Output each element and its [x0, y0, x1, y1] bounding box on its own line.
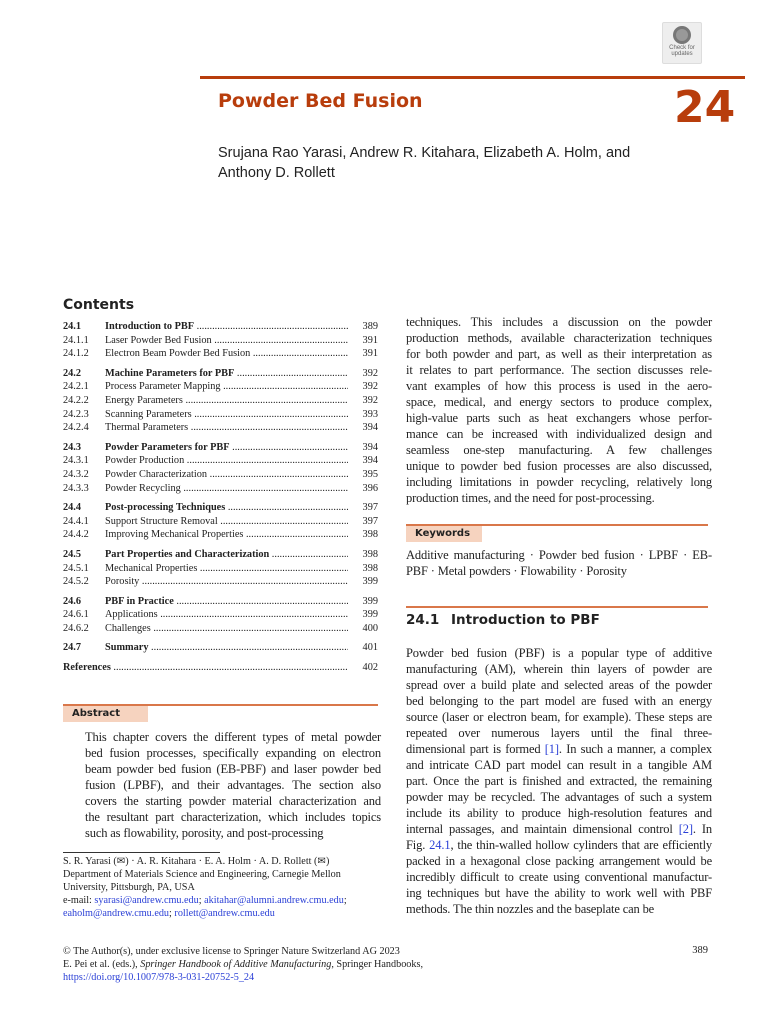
line-content — [406, 806, 712, 820]
toc-group — [63, 501, 378, 542]
toc-title-text: PBF in Practice — [105, 595, 174, 607]
email-link[interactable]: eaholm@andrew.cmu.edu — [63, 908, 170, 919]
toc-group — [63, 441, 378, 495]
toc-number: 24.7 — [63, 642, 82, 654]
toc-title-text: Applications — [105, 609, 158, 621]
toc-entry[interactable] — [63, 575, 378, 589]
toc-title — [105, 622, 348, 636]
toc-title-text: Powder Production — [105, 455, 185, 467]
toc-title-text: Introduction to PBF — [105, 321, 195, 332]
toc-entry[interactable] — [63, 441, 378, 455]
toc-group — [63, 367, 378, 435]
doi-link[interactable]: https://doi.org/10.1007/978-3-031-20752-5_24 — [63, 972, 255, 983]
toc-title-text: Thermal Parameters — [105, 422, 189, 434]
text-segment: Powder bed fusion (PBF) is a popular type of additive — [406, 646, 712, 660]
toc-title — [105, 367, 348, 381]
section-number: 24.1 — [406, 612, 440, 628]
toc-number: 24.3.2 — [63, 468, 89, 480]
toc-title — [105, 320, 348, 334]
text-segment: dimensional part is formed — [406, 742, 545, 756]
text-line: space, medical, and energy sectors to produce complex, — [406, 395, 712, 409]
toc-title-text: Mechanical Properties — [105, 562, 198, 574]
toc-page: 400 — [362, 622, 378, 634]
toc-title — [105, 641, 348, 655]
text-line — [406, 645, 712, 661]
text-line — [406, 709, 712, 725]
text-line: mance can be increased with individualized design and — [406, 427, 712, 441]
text-segment: powder may be recycled. The advantages of such a system — [406, 790, 712, 804]
toc-page: 393 — [362, 408, 378, 420]
toc-page: 394 — [362, 441, 378, 453]
text-segment: . In — [692, 822, 712, 836]
line-content — [406, 790, 712, 804]
chapter-number: 24 — [674, 82, 736, 133]
header-rule — [200, 76, 745, 79]
toc-entry[interactable] — [63, 334, 378, 348]
section-heading — [406, 612, 600, 628]
text-line: seamless one-step manufacturing. A few challenges — [406, 443, 712, 457]
text-segment: part. Once the part is finished and extracted, the remaining — [406, 774, 712, 788]
footnote-dept: Department of Materials Science and Engineering, Carnegie Mellon — [63, 869, 341, 880]
contents-heading: Contents — [63, 297, 135, 313]
text-line — [406, 773, 712, 789]
text-line: techniques. This includes a discussion on the powder — [406, 315, 712, 329]
text-line — [406, 805, 712, 821]
toc-entry[interactable] — [63, 320, 378, 334]
toc-title-text: Summary — [105, 642, 149, 654]
toc-entry[interactable] — [63, 562, 378, 576]
authors-line: Srujana Rao Yarasi, Andrew R. Kitahara, Elizabeth A. Holm, and — [218, 145, 631, 161]
authors — [218, 143, 630, 183]
text-line: vant examples of how this process is used in the aero- — [406, 379, 712, 393]
text-segment: and intricate CAD part model can result in a tangible AM — [406, 758, 712, 772]
toc-title-text: References — [63, 662, 111, 674]
text-segment: spread over a build plate and selected areas of the powder — [406, 678, 712, 692]
badge-text: Check for — [669, 45, 695, 51]
toc-entry[interactable] — [63, 421, 378, 435]
toc-page: 399 — [362, 576, 378, 588]
toc-entry[interactable] — [63, 595, 378, 609]
toc-title — [63, 661, 348, 675]
line-content — [406, 854, 712, 868]
toc-number: 24.1 — [63, 321, 82, 332]
text-line: for both powder and part, as well as their interpretation as — [406, 347, 712, 361]
toc-title — [105, 380, 348, 394]
toc-title — [105, 562, 348, 576]
text-line — [406, 677, 712, 693]
toc-title — [105, 454, 348, 468]
toc-title — [105, 421, 348, 435]
text-line: PBF · Metal powders · Flowability · Porosity — [406, 564, 627, 578]
text-segment: methods. The thin nozzles and the baseplate can be — [406, 902, 655, 916]
toc-page: 398 — [362, 529, 378, 541]
toc-title — [105, 515, 348, 529]
text-line — [406, 741, 712, 757]
toc-title — [105, 528, 348, 542]
text-segment: , the thin-walled hollow cylinders that are efficiently — [450, 838, 712, 852]
text-line — [406, 885, 712, 901]
toc-page: 395 — [362, 468, 378, 480]
page-number: 389 — [692, 945, 708, 956]
toc-number: 24.4.1 — [63, 515, 89, 527]
toc-number: 24.4.2 — [63, 529, 89, 541]
text-line — [406, 821, 712, 837]
toc-entry[interactable] — [63, 515, 378, 529]
page-footer — [63, 945, 483, 984]
text-segment: include its ability to produce high-resolution features and — [406, 806, 712, 820]
toc-page: 392 — [362, 394, 378, 406]
toc-page: 401 — [362, 642, 378, 654]
toc-title-text: Support Structure Removal — [105, 515, 218, 527]
text-line: including limitations in powder recycling, relatively long — [406, 475, 712, 489]
toc-page: 399 — [362, 609, 378, 621]
authors-line: Anthony D. Rollett — [218, 165, 335, 181]
toc-entry[interactable] — [63, 501, 378, 515]
toc-title-text: Part Properties and Characterization — [105, 548, 270, 560]
line-content — [406, 902, 654, 916]
toc-title — [105, 548, 348, 562]
toc-page: 397 — [362, 502, 378, 514]
text-line: unique to powder bed fusion processes are also discussed, — [406, 459, 712, 473]
toc-entry[interactable] — [63, 608, 378, 622]
text-line — [406, 725, 712, 741]
toc-number: 24.6 — [63, 595, 82, 607]
toc-page: 398 — [362, 562, 378, 574]
text-line: beam powder bed fusion (EB-PBF) and laser powder bed — [85, 762, 381, 776]
toc-number: 24.3.3 — [63, 482, 89, 494]
text-line: it relates to part performance. The section discusses rele- — [406, 363, 712, 377]
text-segment: manufacturing (AM), wherein thin layers of powder are — [406, 662, 712, 676]
toc-page: 397 — [362, 515, 378, 527]
text-line: production times, and the need for post-processing. — [406, 491, 655, 505]
text-line: fusion (LPBF), and their advantages. The section also — [85, 778, 381, 792]
text-segment: packed in a hexagonal close packing arrangement would be — [406, 854, 712, 868]
keywords-label: Keywords — [406, 526, 482, 542]
series: , Springer Handbooks, — [331, 959, 424, 970]
toc-title-text: Powder Parameters for PBF — [105, 441, 230, 453]
section-rule — [406, 606, 708, 608]
line-content — [406, 678, 712, 692]
text-segment: . In such a manner, a complex — [558, 742, 712, 756]
reference-link[interactable]: [1] — [544, 742, 559, 756]
section-body — [406, 645, 712, 917]
toc-title — [105, 608, 348, 622]
toc-group — [63, 641, 378, 655]
toc-title — [105, 334, 348, 348]
text-line: such as flowability, porosity, and post-processing — [85, 826, 324, 840]
text-segment: ing techniques but have the ability to work well with PBF — [406, 886, 712, 900]
toc-number: 24.2.1 — [63, 381, 89, 393]
abstract-label: Abstract — [63, 706, 148, 722]
toc-group — [63, 595, 378, 636]
line-content — [406, 646, 712, 660]
toc-entry[interactable] — [63, 394, 378, 408]
line-content — [406, 886, 712, 900]
toc-title-text: Electron Beam Powder Bed Fusion — [105, 348, 251, 360]
line-content — [406, 662, 712, 676]
toc-title — [105, 501, 348, 515]
chapter-title: Powder Bed Fusion — [218, 90, 423, 112]
email-link[interactable]: syarasi@andrew.cmu.edu — [94, 895, 199, 906]
text-line: the resultant part characterization, which includes topics — [85, 810, 381, 824]
line-content — [406, 838, 712, 852]
editors: E. Pei et al. (eds.), — [63, 959, 141, 970]
toc-entry[interactable] — [63, 408, 378, 422]
toc-entry[interactable] — [63, 380, 378, 394]
toc-title-text: Laser Powder Bed Fusion — [105, 334, 212, 346]
toc-number: 24.5 — [63, 548, 82, 560]
reference-link[interactable]: 24.1 — [429, 838, 451, 852]
toc-group — [63, 548, 378, 589]
reference-link[interactable]: [2] — [678, 822, 693, 836]
toc-number: 24.2 — [63, 367, 82, 379]
text-segment: source (laser or electron beam, for example). These steps are — [406, 710, 712, 724]
line-content — [406, 742, 712, 756]
toc-page: 399 — [362, 595, 378, 607]
book-title: Springer Handbook of Additive Manufacturing — [140, 959, 332, 970]
toc-page: 396 — [362, 482, 378, 494]
toc-number: 24.3 — [63, 441, 82, 453]
text-line: This chapter covers the different types of metal powder — [85, 730, 381, 744]
text-line: high-value parts such as heat exchangers whose perfor- — [406, 411, 712, 425]
toc-entry[interactable] — [63, 528, 378, 542]
table-of-contents — [63, 320, 378, 681]
toc-title-text: Process Parameter Mapping — [105, 381, 221, 393]
text-segment: incredibly difficult to create using conventional manufactur- — [406, 870, 712, 884]
text-line — [406, 837, 712, 853]
toc-title-text: Energy Parameters — [105, 394, 183, 406]
toc-entry[interactable] — [63, 347, 378, 361]
toc-entry[interactable] — [63, 482, 378, 496]
abstract-continued — [406, 314, 712, 506]
toc-entry[interactable] — [63, 548, 378, 562]
text-line — [406, 901, 712, 917]
text-line: bed fusion processes, specifically expanding on electron — [85, 746, 381, 760]
toc-title-text: Powder Characterization — [105, 468, 208, 480]
email-label: e-mail: — [63, 895, 95, 906]
toc-title-text: Post-processing Techniques — [105, 502, 226, 514]
toc-number: 24.2.3 — [63, 408, 89, 420]
toc-entry[interactable] — [63, 661, 378, 675]
author-footnote: S. R. Yarasi (✉) · A. R. Kitahara · E. A. Holm · A. D. Rollett (✉) Department of Materials Science and Engineering, Carnegie Mellon University, Pittsburgh, PA, USA e-mail: syarasi@andrew.cmu.edu; akitahar@alumni.andrew.cmu.edu; eaholm@andrew.cmu.edu; rollett@andrew.cmu.edu — [63, 855, 393, 920]
toc-title — [105, 595, 348, 609]
text-line: covers the starting powder material characterization and — [85, 794, 381, 808]
toc-title-text: Challenges — [105, 622, 151, 634]
toc-title — [105, 394, 348, 408]
text-line: production methods, available characterization techniques — [406, 331, 712, 345]
line-content — [406, 726, 712, 740]
toc-entry[interactable] — [63, 454, 378, 468]
footnote-rule — [63, 852, 220, 853]
toc-page: 391 — [362, 348, 378, 360]
line-content — [406, 710, 712, 724]
text-line — [406, 869, 712, 885]
toc-number: 24.2.2 — [63, 394, 89, 406]
toc-title — [105, 408, 348, 422]
section-title: Introduction to PBF — [451, 612, 600, 628]
toc-group — [63, 661, 378, 675]
toc-entry[interactable] — [63, 622, 378, 636]
toc-title — [105, 347, 348, 361]
line-content — [406, 870, 712, 884]
toc-number: 24.2.4 — [63, 422, 89, 434]
email-link[interactable]: akitahar@alumni.andrew.cmu.edu — [204, 895, 344, 906]
toc-number: 24.1.2 — [63, 348, 89, 360]
toc-page: 398 — [362, 548, 378, 560]
toc-page: 394 — [362, 455, 378, 467]
toc-number: 24.4 — [63, 502, 82, 514]
toc-title — [105, 468, 348, 482]
footnote-authors: S. R. Yarasi (✉) · A. R. Kitahara · E. A. Holm · A. D. Rollett (✉) — [63, 856, 330, 867]
text-line — [406, 789, 712, 805]
toc-number: 24.1.1 — [63, 334, 89, 346]
text-line — [406, 853, 712, 869]
toc-title — [105, 482, 348, 496]
toc-entry[interactable] — [63, 641, 378, 655]
copyright: © The Author(s), under exclusive license to Springer Nature Switzerland AG 2023 — [63, 946, 400, 957]
text-segment: repeated over numerous layers until the final three- — [406, 726, 712, 740]
text-line — [406, 757, 712, 773]
toc-entry[interactable] — [63, 468, 378, 482]
toc-number: 24.3.1 — [63, 455, 89, 467]
toc-title-text: Porosity — [105, 576, 140, 588]
text-line: Additive manufacturing · Powder bed fusion · LPBF · EB- — [406, 548, 712, 562]
line-content — [406, 758, 712, 772]
email-link[interactable]: rollett@andrew.cmu.edu — [174, 908, 275, 919]
check-updates-icon — [673, 26, 691, 44]
toc-page: 392 — [362, 381, 378, 393]
line-content — [406, 774, 712, 788]
toc-page: 392 — [362, 367, 378, 379]
badge-text: updates — [671, 51, 693, 57]
toc-number: 24.6.1 — [63, 609, 89, 621]
toc-number: 24.6.2 — [63, 622, 89, 634]
toc-page: 402 — [362, 662, 378, 674]
text-segment: internal passages, and maintain dimensional control — [406, 822, 679, 836]
toc-entry[interactable] — [63, 367, 378, 381]
footnote-univ: University, Pittsburgh, PA, USA — [63, 882, 195, 893]
toc-title-text: Powder Recycling — [105, 482, 181, 494]
line-content — [406, 822, 712, 836]
toc-title-text: Machine Parameters for PBF — [105, 367, 235, 379]
text-segment: Fig. — [406, 838, 430, 852]
abstract-text — [85, 729, 381, 841]
toc-page: 394 — [362, 422, 378, 434]
toc-page: 389 — [362, 321, 378, 332]
toc-page: 391 — [362, 334, 378, 346]
toc-title-text: Improving Mechanical Properties — [105, 529, 244, 541]
text-line — [406, 693, 712, 709]
toc-title-text: Scanning Parameters — [105, 408, 192, 420]
line-content — [406, 694, 712, 708]
toc-group — [63, 320, 378, 361]
text-line — [406, 661, 712, 677]
check-for-updates-badge[interactable] — [662, 22, 702, 64]
toc-title — [105, 575, 348, 589]
toc-number: 24.5.2 — [63, 576, 89, 588]
text-segment: bed belonging to the part model are fused with an energy — [406, 694, 712, 708]
keywords-text — [406, 547, 712, 579]
toc-title — [105, 441, 348, 455]
toc-number: 24.5.1 — [63, 562, 89, 574]
